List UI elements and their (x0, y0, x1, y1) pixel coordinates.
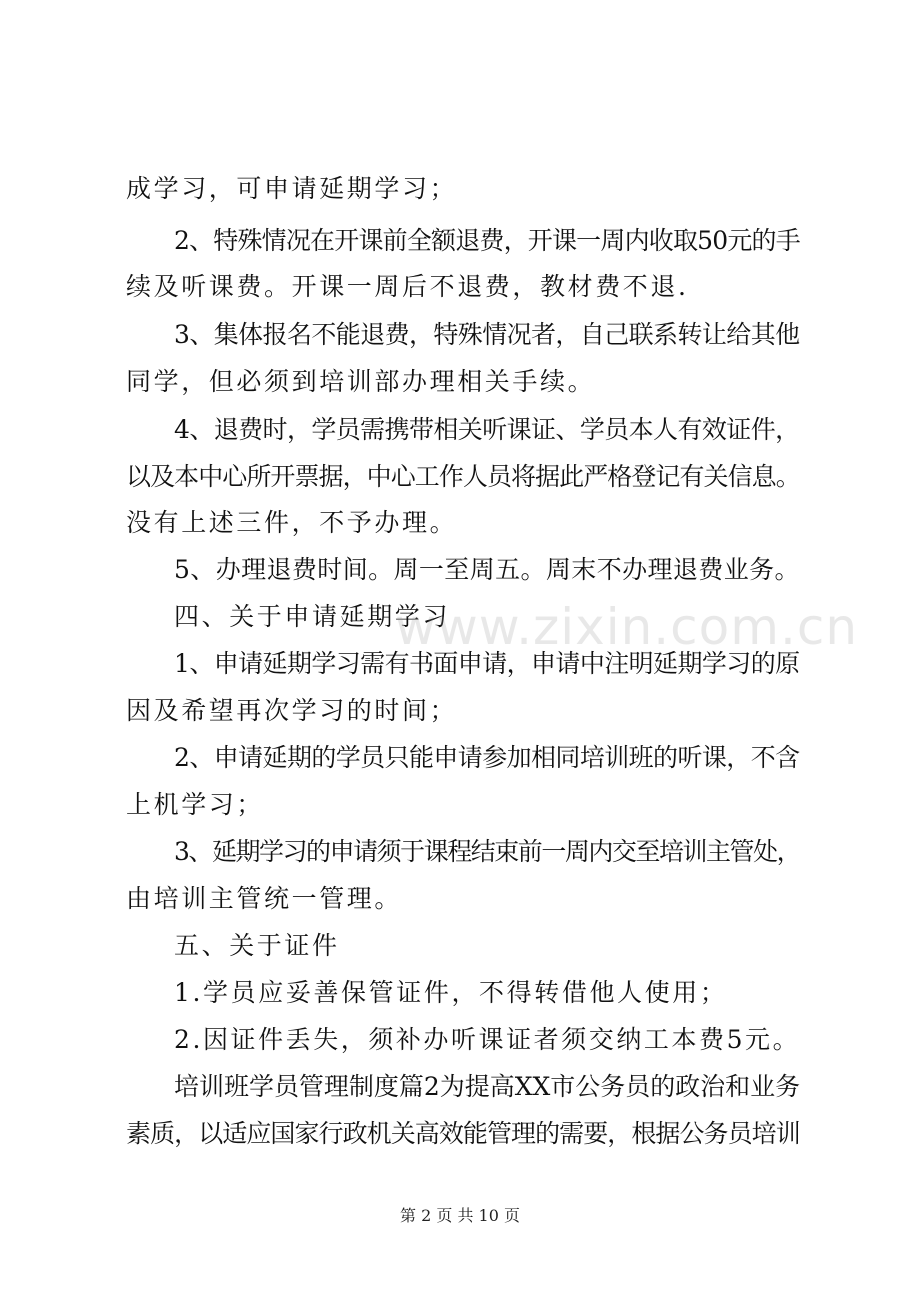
text-line: 由培训主管统一管理。 (126, 884, 403, 913)
text-line: 4、退费时，学员需携带相关听课证、学员本人有效证件， (174, 415, 800, 444)
section-heading: 四、关于申请延期学习 (174, 602, 451, 631)
text-line: 没有上述三件，不予办理。 (126, 508, 458, 537)
text-line: 1.学员应妥善保管证件，不得转借他人使用； (174, 978, 728, 1007)
text-line: 2.因证件丢失，须补办听课证者须交纳工本费5元。 (174, 1025, 801, 1054)
text-line: 以及本中心所开票据，中心工作人员将据此严格登记有关信息。 (126, 462, 800, 491)
text-line: 2、申请延期的学员只能申请参加相同培训班的听课，不含 (174, 743, 800, 772)
text-line: 1、申请延期学习需有书面申请，申请中注明延期学习的原 (174, 649, 800, 678)
section-heading: 五、关于证件 (174, 931, 340, 960)
text-line: 素质，以适应国家行政机关高效能管理的需要，根据公务员培训 (126, 1119, 800, 1148)
watermark: www.zixin.com.cn (395, 598, 859, 656)
text-line: 2、特殊情况在开课前全额退费，开课一周内收取50元的手 (174, 226, 800, 255)
text-line: 成学习，可申请延期学习； (126, 174, 458, 203)
text-line: 培训班学员管理制度篇2为提高XX市公务员的政治和业务 (174, 1072, 801, 1101)
text-line: 3、集体报名不能退费，特殊情况者，自己联系转让给其他 (174, 320, 800, 349)
page-footer: 第 2 页 共 10 页 (400, 1206, 520, 1225)
text-line: 续及听课费。开课一周后不退费，教材费不退. (126, 272, 689, 301)
text-line: 同学，但必须到培训部办理相关手续。 (126, 367, 596, 396)
text-line: 5、办理退费时间。周一至周五。周末不办理退费业务。 (174, 555, 800, 584)
text-line: 3、延期学习的申请须于课程结束前一周内交至培训主管处， (174, 837, 801, 866)
text-line: 因及希望再次学习的时间； (126, 696, 458, 725)
text-line: 上机学习； (126, 790, 265, 819)
